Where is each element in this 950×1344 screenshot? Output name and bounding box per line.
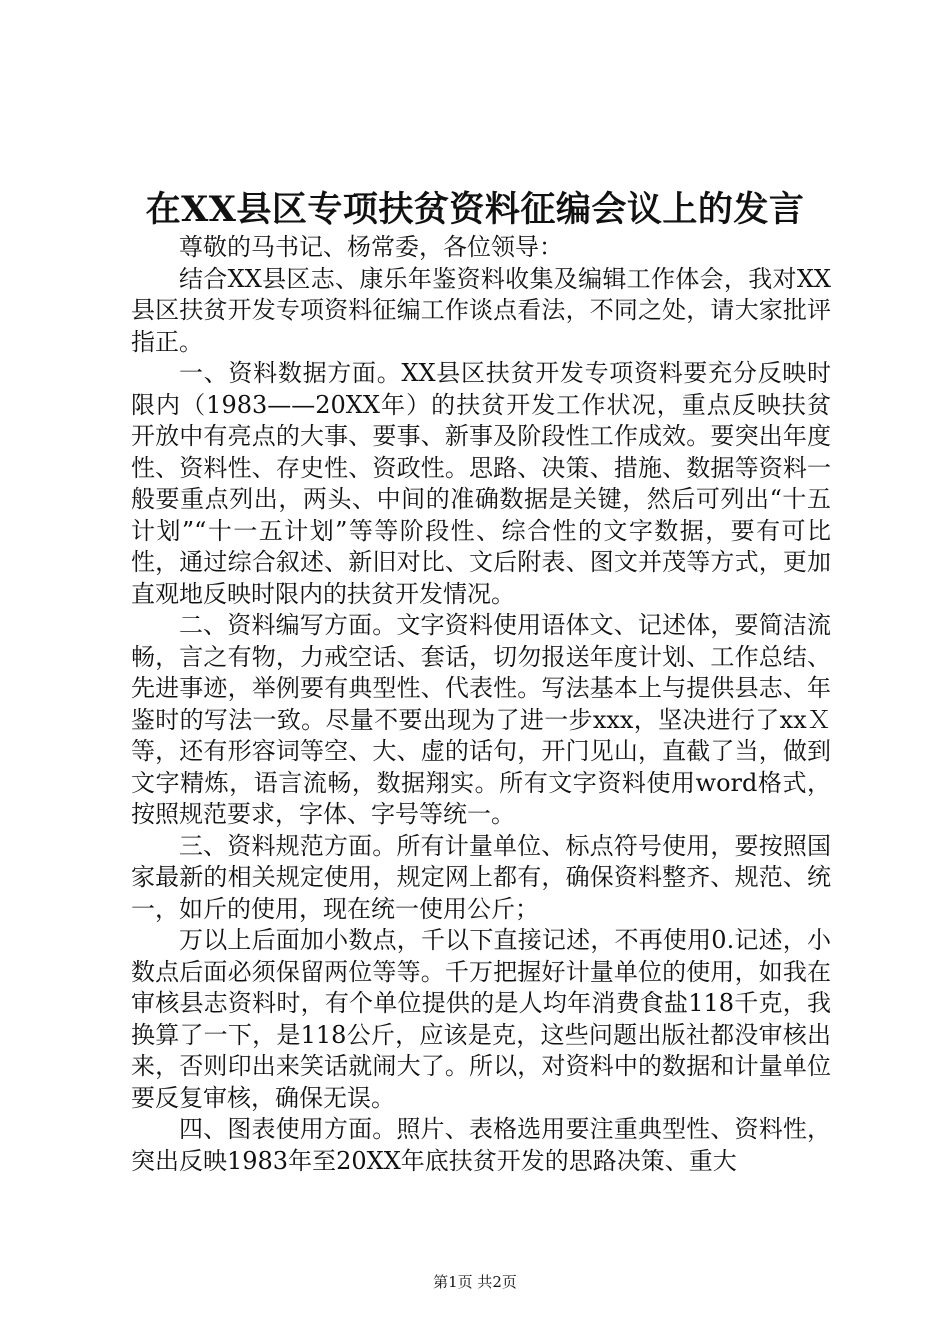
- paragraph-intro: 结合XX县区志、康乐年鉴资料收集及编辑工作体会，我对XX县区扶贫开发专项资料征编工作谈点看法，不同之处，请大家批评指正。: [131, 264, 831, 356]
- paragraph-section-2: 二、资料编写方面。文字资料使用语体文、记述体，要简洁流畅，言之有物，力戒空话、套话，切勿报送年度计划、工作总结、先进事迹，举例要有典型性、代表性。写法基本上与提供县志、年鉴时的写法一致。尽量不要出现为了进一步xxx，坚决进行了xxＸ等，还有形容词等空、大、虚的话句，开门见山，直截了当，做到文字精炼，语言流畅，数据翔实。所有文字资料使用word格式，按照规范要求，字体、字号等统一。: [131, 611, 831, 828]
- paragraph-section-4: 四、图表使用方面。照片、表格选用要注重典型性、资料性，突出反映1983年至20XX年底扶贫开发的思路决策、重大: [131, 1115, 831, 1175]
- paragraph-salutation: 尊敬的马书记、杨常委，各位领导：: [179, 233, 563, 261]
- document-title: 在XX县区专项扶贫资料征编会议上的发言: [145, 189, 805, 230]
- document-body: [131, 232, 831, 1177]
- page-footer: [0, 1272, 950, 1292]
- paragraph-section-3: 三、资料规范方面。所有计量单位、标点符号使用，要按照国家最新的相关规定使用，规定网上都有，确保资料整齐、规范、统一，如斤的使用，现在统一使用公斤；: [131, 831, 831, 923]
- paragraph-section-3-continued: 万以上后面加小数点，千以下直接记述，不再使用0.记述，小数点后面必须保留两位等等。千万把握好计量单位的使用，如我在审核县志资料时，有个单位提供的是人均年消费食盐118千克，我换算了一下，是118公斤，应该是克，这些问题出版社都没审核出来，否则印出来笑话就闹大了。所以，对资料中的数据和计量单位要反复审核，确保无误。: [131, 926, 831, 1112]
- paragraph-section-1: 一、资料数据方面。XX县区扶贫开发专项资料要充分反映时限内（1983——20XX年）的扶贫开发工作状况，重点反映扶贫开放中有亮点的大事、要事、新事及阶段性工作成效。要突出年度性、资料性、存史性、资政性。思路、决策、措施、数据等资料一般要重点列出，两头、中间的准确数据是关键，然后可列出“十五计划”“十一五计划”等等阶段性、综合性的文字数据，要有可比性，通过综合叙述、新旧对比、文后附表、图文并茂等方式，更加直观地反映时限内的扶贫开发情况。: [131, 359, 831, 608]
- page-indicator: 第1页 共2页: [433, 1273, 517, 1291]
